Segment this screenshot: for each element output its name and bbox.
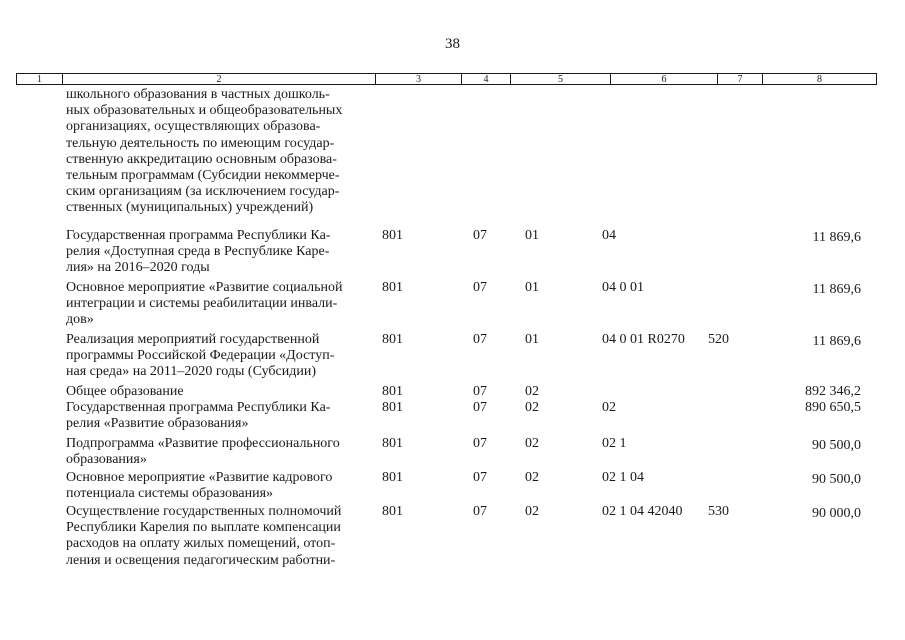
row-ved: 801: [382, 228, 403, 243]
row-ved: 801: [382, 384, 403, 399]
row-name: Общее образование: [66, 384, 184, 399]
row-pr: 01: [525, 228, 539, 243]
row-sum: 11 869,6: [812, 334, 861, 349]
row-pr: 02: [525, 504, 539, 519]
row-csr: 02 1 04 42040: [602, 504, 683, 519]
row-vr: 520: [708, 332, 729, 347]
row-name: Реализация мероприятий государственной программы Российской Федерации «Доступ- ная среда» на 2011–2020 годы (Субсидии): [66, 332, 335, 380]
row-name: школьного образования в частных дошколь- ных образовательных и общеобразовательных организациях, осуществляющих образова- тельную деятельность по имеющим государ- ственную аккредитацию основным образова- тельным программам (Субсидии некоммерче- ским организациям (за исключением государ- ственных (муниципальных) учреждений): [66, 87, 343, 216]
row-name: Основное мероприятие «Развитие кадрового потенциала системы образования»: [66, 470, 333, 502]
row-rz: 07: [473, 228, 487, 243]
row-csr: 04 0 01 R0270: [602, 332, 685, 347]
row-ved: 801: [382, 436, 403, 451]
row-rz: 07: [473, 436, 487, 451]
row-ved: 801: [382, 332, 403, 347]
row-rz: 07: [473, 384, 487, 399]
row-name: Осуществление государственных полномочий Республики Карелия по выплате компенсации расходов на оплату жилых помещений, отоп- ления и освещения педагогическим работни-: [66, 504, 342, 568]
row-name: Государственная программа Республики Ка- релия «Доступная среда в Республике Каре- лия» на 2016–2020 годы: [66, 228, 331, 276]
row-name: Государственная программа Республики Ка- релия «Развитие образования»: [66, 400, 331, 432]
row-pr: 01: [525, 280, 539, 295]
row-ved: 801: [382, 400, 403, 415]
row-sum: 90 500,0: [812, 472, 861, 487]
row-rz: 07: [473, 400, 487, 415]
row-ved: 801: [382, 504, 403, 519]
row-csr: 02 1: [602, 436, 627, 451]
row-name: Подпрограмма «Развитие профессионального образования»: [66, 436, 340, 468]
row-pr: 02: [525, 384, 539, 399]
header-cell-2: 2: [63, 74, 376, 84]
header-cell-4: 4: [462, 74, 511, 84]
row-sum: 90 000,0: [812, 506, 861, 521]
row-name: Основное мероприятие «Развитие социальной интеграции и системы реабилитации инвали- дов»: [66, 280, 343, 328]
row-csr: 04 0 01: [602, 280, 644, 295]
header-cell-1: 1: [17, 74, 63, 84]
table-header-row: [16, 73, 877, 85]
row-rz: 07: [473, 504, 487, 519]
header-cell-8: 8: [817, 74, 822, 85]
row-sum: 890 650,5: [805, 400, 861, 415]
row-ved: 801: [382, 280, 403, 295]
row-pr: 02: [525, 400, 539, 415]
header-cell-3: 3: [376, 74, 462, 84]
row-sum: 90 500,0: [812, 438, 861, 453]
row-sum: 11 869,6: [812, 230, 861, 245]
row-pr: 02: [525, 436, 539, 451]
row-sum: 11 869,6: [812, 282, 861, 297]
row-pr: 01: [525, 332, 539, 347]
row-rz: 07: [473, 470, 487, 485]
header-cell-6: 6: [611, 74, 718, 84]
row-rz: 07: [473, 332, 487, 347]
row-ved: 801: [382, 470, 403, 485]
row-csr: 04: [602, 228, 616, 243]
row-csr: 02 1 04: [602, 470, 644, 485]
row-csr: 02: [602, 400, 616, 415]
row-pr: 02: [525, 470, 539, 485]
row-sum: 892 346,2: [805, 384, 861, 399]
header-cell-5: 5: [511, 74, 611, 84]
row-vr: 530: [708, 504, 729, 519]
header-cell-7: 7: [718, 74, 763, 84]
page-number: 38: [445, 36, 460, 52]
row-rz: 07: [473, 280, 487, 295]
